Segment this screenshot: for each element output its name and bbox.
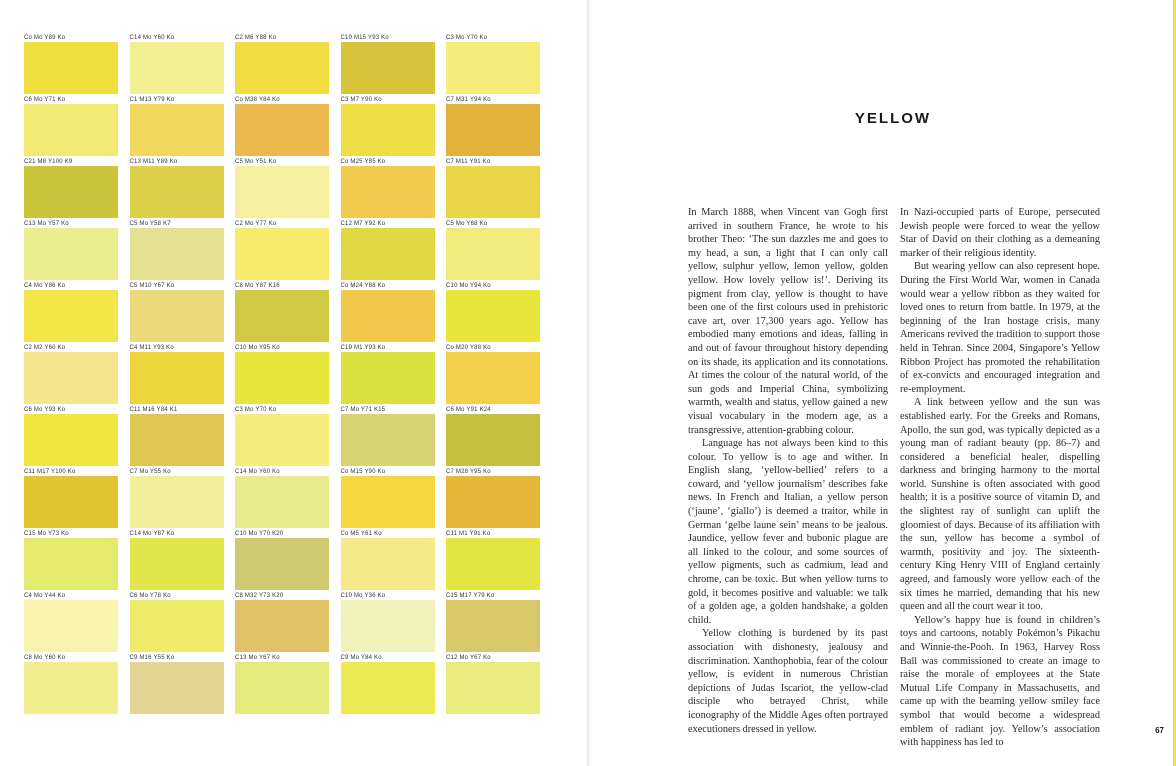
swatch-chip — [235, 290, 329, 342]
swatch-cell — [24, 344, 118, 404]
swatch-label: C5 Mo Y58 K7 — [129, 221, 171, 227]
swatch-cell — [341, 654, 435, 714]
swatch-cell — [24, 654, 118, 714]
swatch-label: C21 M8 Y100 K9 — [24, 159, 73, 165]
swatch-label: C15 Mo Y73 Ko — [24, 531, 69, 537]
swatch-cell — [24, 592, 118, 652]
swatch-cell — [446, 220, 540, 280]
swatch-cell — [24, 530, 118, 590]
swatch-label: C4 Mo Y86 Ko — [24, 283, 66, 289]
swatch-cell — [446, 34, 540, 94]
swatch-chip — [130, 352, 224, 404]
swatch-cell — [235, 468, 329, 528]
swatch-label: C6 Mo Y93 Ko — [24, 407, 66, 413]
swatch-label: C12 M7 Y92 Ko — [340, 221, 386, 227]
swatch-cell — [130, 34, 224, 94]
swatch-label: Co M25 Y85 Ko — [340, 159, 386, 165]
swatch-cell — [446, 282, 540, 342]
swatch-label: C14 Mo Y87 Ko — [129, 531, 175, 537]
swatch-cell — [446, 158, 540, 218]
swatch-label: C9 M16 Y55 Ko — [129, 655, 175, 661]
swatch-label: Co M20 Y88 Ko — [446, 345, 491, 351]
swatch-cell — [446, 654, 540, 714]
swatch-chip — [341, 414, 435, 466]
swatch-cell — [446, 468, 540, 528]
swatch-chip — [24, 104, 118, 156]
swatch-label: C3 M7 Y90 Ko — [340, 97, 382, 103]
swatch-label: C11 M16 Y84 K1 — [129, 407, 178, 413]
swatch-cell — [341, 344, 435, 404]
swatch-label: C3 Mo Y70 Ko — [446, 35, 488, 41]
swatch-cell — [235, 96, 329, 156]
swatch-cell — [446, 344, 540, 404]
swatch-chip — [341, 662, 435, 714]
swatch-chip — [341, 352, 435, 404]
swatch-cell — [341, 220, 435, 280]
swatch-cell — [130, 592, 224, 652]
swatch-label: C6 Mo Y78 Ko — [129, 593, 171, 599]
swatch-label: C12 Mo Y67 Ko — [446, 655, 491, 661]
body-paragraph: Yellow clothing is burdened by its past association with dishonesty, jealousy and discrimination. Xanthophobia, fear of the colour yellow, is evident in numerous Christian depictions of Judas Iscariot, the yellow-clad disciple who betrayed Christ, while iconography of the Middle Ages often portrayed executioners dressed in yellow. — [688, 628, 888, 735]
swatch-cell — [24, 34, 118, 94]
swatch-chip — [446, 662, 540, 714]
swatch-chip — [446, 476, 540, 528]
swatch-chip — [235, 414, 329, 466]
swatch-chip — [24, 538, 118, 590]
swatch-chip — [235, 104, 329, 156]
swatch-chip — [24, 352, 118, 404]
text-column-2 — [900, 206, 1100, 750]
swatch-label: Co M5 Y61 Ko — [340, 531, 382, 537]
swatch-chip — [446, 414, 540, 466]
swatch-chip — [341, 42, 435, 94]
swatch-label: C7 M11 Y91 Ko — [446, 159, 491, 165]
swatch-label: C2 M6 Y88 Ko — [235, 35, 277, 41]
swatch-chip — [130, 166, 224, 218]
swatch-label: C2 Mo Y77 Ko — [235, 221, 277, 227]
swatch-chip — [130, 662, 224, 714]
swatch-cell — [130, 158, 224, 218]
swatch-label: Co M38 Y84 Ko — [235, 97, 280, 103]
swatch-chip — [24, 662, 118, 714]
swatch-cell — [130, 282, 224, 342]
swatch-label: C7 M31 Y94 Ko — [446, 97, 491, 103]
swatch-chip — [446, 352, 540, 404]
swatch-cell — [24, 220, 118, 280]
swatch-label: C1 M13 Y79 Ko — [129, 97, 175, 103]
body-paragraph: In March 1888, when Vincent van Gogh first arrived in southern France, he wrote to his brother Theo: ‘The sun dazzles me and goes to my head, a sun, a light that I can only call yellow, sulphur yellow, lemon yellow, golden yellow. How lovely yellow is!’. Deriving its pigment from clay, yellow is thought to have been one of the first colours used in prehistoric cave art, over 17,300 years ago. Yellow has embodied many emotions and ideas, falling in and out of favour throughout history depending on its shade, its application and its connotations. At times the colour of the natural world, of the sun gods and Imperial China, symbolizing warmth, wealth and status, yellow gained a new visual vocabulary in the modern age, as a transgressive, attention-grabbing colour. — [688, 207, 888, 436]
swatch-cell — [446, 96, 540, 156]
swatch-chip — [446, 600, 540, 652]
swatch-chip — [235, 538, 329, 590]
swatch-label: C2 M2 Y60 Ko — [24, 345, 66, 351]
swatch-chip — [130, 104, 224, 156]
swatch-label: C7 Mo Y55 Ko — [129, 469, 171, 475]
swatch-label: C10 Mo Y36 Ko — [340, 593, 386, 599]
swatch-cell — [341, 530, 435, 590]
swatch-chip — [446, 104, 540, 156]
swatch-chip — [341, 228, 435, 280]
swatch-cell — [341, 282, 435, 342]
swatch-chip — [130, 414, 224, 466]
swatch-cell — [235, 406, 329, 466]
swatch-label: C7 Mo Y71 K15 — [340, 407, 386, 413]
swatch-cell — [130, 344, 224, 404]
swatch-chip — [130, 42, 224, 94]
swatch-grid — [24, 34, 544, 724]
swatch-cell — [235, 282, 329, 342]
swatch-label: C10 Mo Y70 K20 — [235, 531, 284, 537]
swatch-cell — [24, 406, 118, 466]
swatch-chip — [130, 290, 224, 342]
swatch-chip — [341, 476, 435, 528]
swatch-cell — [130, 406, 224, 466]
swatch-chip — [24, 290, 118, 342]
swatch-cell — [130, 654, 224, 714]
swatch-chip — [341, 538, 435, 590]
swatch-chip — [446, 42, 540, 94]
swatch-chip — [235, 662, 329, 714]
swatch-chip — [235, 600, 329, 652]
swatch-cell — [446, 530, 540, 590]
swatch-label: Co M15 Y90 Ko — [340, 469, 386, 475]
swatch-cell — [446, 406, 540, 466]
page-title: YELLOW — [854, 110, 932, 127]
swatch-label: Co M24 Y88 Ko — [340, 283, 386, 289]
swatch-cell — [24, 96, 118, 156]
swatch-label: C14 Mo Y60 Ko — [129, 35, 175, 41]
swatch-chip — [24, 228, 118, 280]
swatch-chip — [235, 42, 329, 94]
body-paragraph: In Nazi-occupied parts of Europe, persecuted Jewish people were forced to wear the yellow Star of David on their clothing as a demeaning marker of their religious identity. — [900, 207, 1100, 259]
swatch-cell — [446, 592, 540, 652]
swatch-label: C4 Mo Y44 Ko — [24, 593, 66, 599]
swatch-label: C13 Mo Y67 Ko — [235, 655, 280, 661]
swatch-label: C11 M17 Y100 Ko — [24, 469, 76, 475]
swatch-label: C3 Mo Y70 Ko — [235, 407, 277, 413]
swatch-cell — [130, 530, 224, 590]
swatch-label: C10 M15 Y93 Ko — [340, 35, 389, 41]
body-paragraph: A link between yellow and the sun was established early. For the Greeks and Romans, Apollo, the sun god, was typically depicted as a young man of radiant beauty (pp. 86–7) and considered a beneficial healer, dispelling darkness and bringing harmony to the mortal world. Sunshine is often associated with good health; it is a positive source of vitamin D, and the slightest ray of sunlight can uplift the gloomiest of days. Because of its affiliation with the sun, yellow has become a symbol of warmth, positivity and joy. The sixteenth-century King Henry VIII of England certainly agreed, and famously wore yellow each of the six times he married, demanding that his new queen and all the court wear it too. — [900, 397, 1100, 613]
page-number: 67 — [1155, 726, 1164, 735]
swatch-label: C13 Mo Y57 Ko — [24, 221, 69, 227]
swatch-label: C6 Mo Y71 Ko — [24, 97, 66, 103]
swatch-chip — [24, 414, 118, 466]
swatch-label: C8 Mo Y60 Ko — [24, 655, 66, 661]
swatch-cell — [341, 96, 435, 156]
swatch-label: C9 Mo Y84 Ko — [340, 655, 382, 661]
swatch-cell — [341, 34, 435, 94]
swatch-chip — [130, 476, 224, 528]
swatch-chip — [341, 166, 435, 218]
swatch-cell — [341, 468, 435, 528]
swatch-label: C8 M32 Y73 K20 — [235, 593, 284, 599]
swatch-label: C7 M28 Y95 Ko — [446, 469, 491, 475]
swatch-chip — [446, 538, 540, 590]
swatch-chip — [24, 42, 118, 94]
swatch-chip — [341, 104, 435, 156]
swatch-cell — [341, 158, 435, 218]
swatch-label: Co Mo Y89 Ko — [24, 35, 66, 41]
body-paragraph: Yellow’s happy hue is found in children’s toys and cartoons, notably Pokémon’s Pikachu and Winnie-the-Pooh. In 1963, Harvey Ross Ball was commissioned to create an image to raise the morale of employees at the State Mutual Life Company in Massachusetts, and came up with the beaming yellow smiley face symbol that would become a widespread emblem of radiant joy. Yellow’s association with happiness has led to — [900, 614, 1100, 749]
swatch-cell — [341, 592, 435, 652]
swatch-cell — [130, 468, 224, 528]
swatch-label: C6 Mo Y91 K24 — [446, 407, 491, 413]
body-paragraph: But wearing yellow can also represent hope. During the First World War, women in Canada would wear a yellow ribbon as they waited for loved ones to return from battle. In 1979, at the beginning of the Iran hostage crisis, many Americans revived the tradition to support those held in Tehran. Since 2004, Singapore’s Yellow Ribbon Project has promoted the rehabilitation of ex-convicts and encouraged integration and re-employment. — [900, 261, 1100, 395]
swatch-cell — [235, 344, 329, 404]
swatch-chip — [235, 228, 329, 280]
swatch-label: C4 M11 Y93 Ko — [129, 345, 174, 351]
swatch-cell — [130, 96, 224, 156]
swatch-chip — [235, 476, 329, 528]
swatch-chip — [341, 290, 435, 342]
swatch-chip — [130, 600, 224, 652]
text-column-1 — [688, 206, 888, 736]
swatch-chip — [446, 290, 540, 342]
swatch-label: C5 Mo Y68 Ko — [446, 221, 488, 227]
swatch-chip — [235, 166, 329, 218]
swatch-chip — [130, 228, 224, 280]
swatch-chip — [235, 352, 329, 404]
swatch-chip — [24, 476, 118, 528]
swatch-chip — [24, 166, 118, 218]
swatch-label: C5 M10 Y67 Ko — [129, 283, 175, 289]
swatch-chip — [24, 600, 118, 652]
swatch-label: C8 Mo Y87 K16 — [235, 283, 280, 289]
swatch-cell — [235, 34, 329, 94]
swatch-chip — [446, 228, 540, 280]
swatch-cell — [24, 468, 118, 528]
swatch-label: C14 Mo Y60 Ko — [235, 469, 280, 475]
swatch-label: C15 M17 Y79 Ko — [446, 593, 495, 599]
swatch-chip — [446, 166, 540, 218]
swatch-label: C11 M1 Y91 Ko — [446, 531, 491, 537]
body-paragraph: Language has not always been kind to this colour. To yellow is to age and wither. In English slang, ‘yellow-bellied’ refers to a coward, and ‘yellow journalism’ describes fake news. In French and Italian, a yellow person (‘jaune’, ‘giallo’) is deemed a traitor, while in German ‘gelbe laune sein’ means to be jealous. Jaundice, yellow fever and bubonic plague are all linked to the colour, and some sources of yellow pigments, such as cadmium, lead and chrome, can be toxic. But when yellow turns to gold, it becomes positive and valuable: we talk of a golden age, a golden handshake, a golden child. — [688, 438, 888, 626]
swatch-cell — [130, 220, 224, 280]
swatch-cell — [341, 406, 435, 466]
swatch-label: C5 Mo Y51 Ko — [235, 159, 277, 165]
swatch-label: C13 M11 Y89 Ko — [129, 159, 178, 165]
swatch-cell — [235, 220, 329, 280]
swatch-cell — [235, 158, 329, 218]
swatch-cell — [24, 282, 118, 342]
swatch-label: C10 Mo Y94 Ko — [446, 283, 491, 289]
swatch-cell — [235, 654, 329, 714]
swatch-cell — [235, 592, 329, 652]
swatch-chip — [341, 600, 435, 652]
swatch-label: C19 M1 Y93 Ko — [340, 345, 386, 351]
swatch-cell — [24, 158, 118, 218]
right-page — [591, 0, 1176, 766]
swatch-chip — [130, 538, 224, 590]
swatch-label: C10 Mo Y95 Ko — [235, 345, 280, 351]
swatch-cell — [235, 530, 329, 590]
